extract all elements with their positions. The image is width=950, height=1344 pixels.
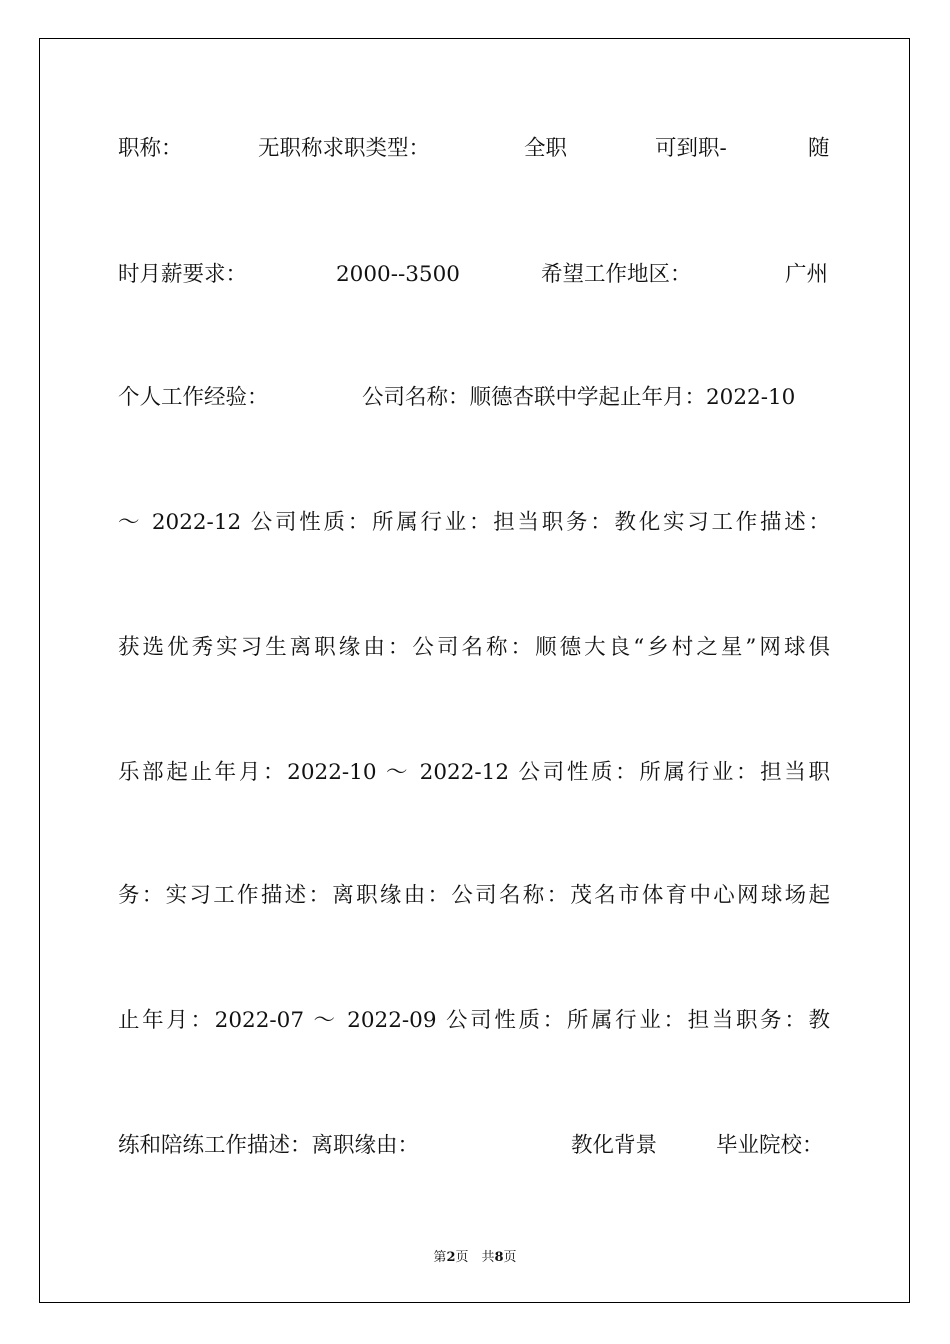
value-job-type: 全职 [524, 136, 568, 161]
value-location: 广州 [785, 262, 829, 287]
page-number-footer: 第2页 共8页 [433, 1250, 517, 1265]
label-title: 职称： [118, 136, 183, 161]
label-work-experience: 个人工作经验： [118, 385, 269, 410]
current-page: 2 [446, 1250, 456, 1265]
heading-education: 教化背景 [571, 1133, 658, 1158]
text-line-1 [118, 132, 830, 166]
text-line-7: 务：实习工作描述：离职缘由：公司名称：茂名市体育中心网球场起 [118, 883, 830, 908]
text-line-2 [118, 258, 830, 292]
text-line-9 [118, 1129, 830, 1163]
page-border [39, 38, 910, 1303]
value-salary: 2000--3500 [336, 262, 460, 287]
total-pages: 8 [494, 1250, 504, 1265]
text-line-4: ～ 2022-12 公司性质：所属行业：担当职务：教化实习工作描述： [118, 510, 830, 535]
label-salary: 时月薪要求： [118, 262, 248, 287]
text-line-5: 获选优秀实习生离职缘由：公司名称：顺德大良“乡村之星”网球俱 [118, 635, 830, 660]
label-school: 毕业院校： [716, 1133, 824, 1158]
text-line-8: 止年月：2022-07 ～ 2022-09 公司性质：所属行业：担当职务：教 [118, 1008, 830, 1033]
label-availability: 可到职- [655, 136, 727, 161]
label-resignation-reason: 练和陪练工作描述：离职缘由： [118, 1133, 420, 1158]
text-line-3 [118, 381, 830, 415]
value-title-and-job-type-label: 无职称求职类型： [258, 136, 431, 161]
value-availability-start: 随 [808, 136, 830, 161]
value-work-experience: 公司名称：顺德杏联中学起止年月：2022-10 [362, 385, 796, 410]
label-location: 希望工作地区： [541, 262, 692, 287]
text-line-6: 乐部起止年月：2022-10 ～ 2022-12 公司性质：所属行业：担当职 [118, 760, 830, 785]
